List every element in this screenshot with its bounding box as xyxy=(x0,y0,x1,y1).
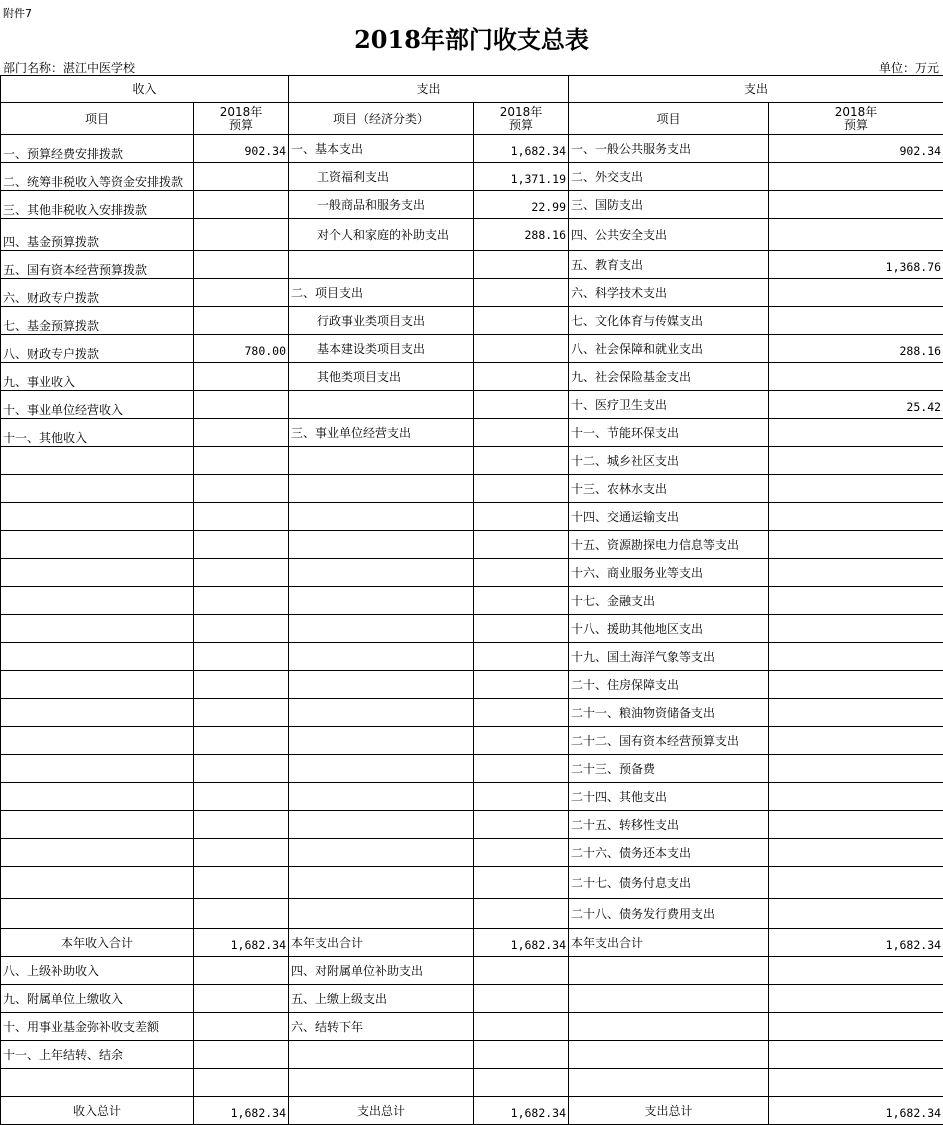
econ-budget xyxy=(474,899,569,929)
table-row xyxy=(1,1013,943,1041)
func-budget xyxy=(769,163,943,191)
func-budget xyxy=(769,419,943,447)
econ-item xyxy=(289,615,474,643)
func-budget: 25.42 xyxy=(769,391,943,419)
income-item: 十一、其他收入 xyxy=(1,419,194,447)
econ-item: 一、基本支出 xyxy=(289,135,474,163)
income-header: 收入 xyxy=(1,76,289,103)
func-budget xyxy=(769,899,943,929)
income-budget xyxy=(194,447,289,475)
income-item: 三、其他非税收入安排拨款 xyxy=(1,191,194,219)
table-row xyxy=(1,839,943,867)
func-budget xyxy=(769,727,943,755)
func-subtotal-value: 1,682.34 xyxy=(769,929,943,957)
func-total-value: 1,682.34 xyxy=(769,1097,943,1125)
econ-item xyxy=(289,587,474,615)
header-row-sub xyxy=(1,103,943,135)
income-budget xyxy=(194,391,289,419)
table-row xyxy=(1,163,943,191)
func-budget xyxy=(769,503,943,531)
total-row xyxy=(1,1097,943,1125)
income-budget xyxy=(194,727,289,755)
func-item: 一、一般公共服务支出 xyxy=(569,135,769,163)
table-row xyxy=(1,191,943,219)
func-budget: 902.34 xyxy=(769,135,943,163)
table-row xyxy=(1,867,943,899)
econ-item xyxy=(289,839,474,867)
econ-item xyxy=(289,251,474,279)
income-item: 七、基金预算拨款 xyxy=(1,307,194,335)
income-budget xyxy=(194,363,289,391)
income-budget xyxy=(194,783,289,811)
func-item: 十二、城乡社区支出 xyxy=(569,447,769,475)
func-extra-budget xyxy=(769,1013,943,1041)
econ-budget xyxy=(474,335,569,363)
func-budget xyxy=(769,615,943,643)
expense-extra-budget xyxy=(474,1041,569,1069)
func-item: 十一、节能环保支出 xyxy=(569,419,769,447)
func-budget xyxy=(769,755,943,783)
econ-budget xyxy=(474,699,569,727)
econ-budget xyxy=(474,503,569,531)
table-row xyxy=(1,1069,943,1097)
income-item xyxy=(1,447,194,475)
func-item: 二十三、预备费 xyxy=(569,755,769,783)
econ-budget: 1,371.19 xyxy=(474,163,569,191)
income-budget xyxy=(194,251,289,279)
table-row xyxy=(1,335,943,363)
econ-budget xyxy=(474,559,569,587)
income-budget xyxy=(194,867,289,899)
econ-item xyxy=(289,899,474,929)
econ-budget xyxy=(474,727,569,755)
income-item xyxy=(1,643,194,671)
econ-budget xyxy=(474,307,569,335)
func-budget xyxy=(769,279,943,307)
income-extra-budget xyxy=(194,1041,289,1069)
income-item: 五、国有资本经营预算拨款 xyxy=(1,251,194,279)
econ-item xyxy=(289,391,474,419)
econ-budget xyxy=(474,839,569,867)
income-budget xyxy=(194,643,289,671)
func-item: 三、国防支出 xyxy=(569,191,769,219)
income-budget xyxy=(194,163,289,191)
unit-label: 单位：万元 xyxy=(878,61,939,75)
func-extra-item xyxy=(569,985,769,1013)
func-item: 四、公共安全支出 xyxy=(569,219,769,251)
func-item: 七、文化体育与传媒支出 xyxy=(569,307,769,335)
func-budget xyxy=(769,839,943,867)
table-row xyxy=(1,307,943,335)
econ-budget xyxy=(474,447,569,475)
income-budget xyxy=(194,307,289,335)
econ-item xyxy=(289,671,474,699)
table-row xyxy=(1,957,943,985)
func-item: 九、社会保险基金支出 xyxy=(569,363,769,391)
table-row xyxy=(1,783,943,811)
table-row xyxy=(1,587,943,615)
income-item: 九、事业收入 xyxy=(1,363,194,391)
table-row xyxy=(1,391,943,419)
func-budget xyxy=(769,559,943,587)
econ-item: 一般商品和服务支出 xyxy=(289,191,474,219)
econ-item: 三、事业单位经营支出 xyxy=(289,419,474,447)
income-item: 六、财政专户拨款 xyxy=(1,279,194,307)
func-budget xyxy=(769,587,943,615)
econ-item: 行政事业类项目支出 xyxy=(289,307,474,335)
income-item xyxy=(1,699,194,727)
income-item xyxy=(1,899,194,929)
econ-item xyxy=(289,503,474,531)
econ-item xyxy=(289,811,474,839)
table-row xyxy=(1,755,943,783)
income-extra-item: 八、上级补助收入 xyxy=(1,957,194,985)
expense-extra-item: 五、上缴上级支出 xyxy=(289,985,474,1013)
table-row xyxy=(1,135,943,163)
func-budget xyxy=(769,191,943,219)
econ-budget: 288.16 xyxy=(474,219,569,251)
table-row xyxy=(1,671,943,699)
table-row xyxy=(1,447,943,475)
func-extra-budget xyxy=(769,1041,943,1069)
func-item: 二十一、粮油物资储备支出 xyxy=(569,699,769,727)
table-row xyxy=(1,1041,943,1069)
income-budget xyxy=(194,191,289,219)
func-extra-item xyxy=(569,1013,769,1041)
income-budget xyxy=(194,899,289,929)
func-budget xyxy=(769,811,943,839)
econ-item xyxy=(289,867,474,899)
income-total-value: 1,682.34 xyxy=(194,1097,289,1125)
econ-budget xyxy=(474,587,569,615)
expense-extra-budget xyxy=(474,1069,569,1097)
income-item xyxy=(1,531,194,559)
econ-item: 二、项目支出 xyxy=(289,279,474,307)
func-extra-item xyxy=(569,1041,769,1069)
table-row xyxy=(1,531,943,559)
table-row xyxy=(1,615,943,643)
func-item-header: 项目 xyxy=(569,103,769,135)
budget-table xyxy=(0,75,943,1125)
income-budget xyxy=(194,419,289,447)
income-item xyxy=(1,811,194,839)
table-row xyxy=(1,475,943,503)
header-row-top xyxy=(1,76,943,103)
func-budget: 1,368.76 xyxy=(769,251,943,279)
income-budget xyxy=(194,559,289,587)
econ-item xyxy=(289,755,474,783)
econ-item xyxy=(289,559,474,587)
income-extra-budget xyxy=(194,985,289,1013)
table-row xyxy=(1,643,943,671)
expense-left-header: 支出 xyxy=(289,76,569,103)
func-item: 十五、资源勘探电力信息等支出 xyxy=(569,531,769,559)
func-item: 二十六、债务还本支出 xyxy=(569,839,769,867)
econ-item: 工资福利支出 xyxy=(289,163,474,191)
func-item: 二十五、转移性支出 xyxy=(569,811,769,839)
func-extra-item xyxy=(569,1069,769,1097)
income-item: 八、财政专户拨款 xyxy=(1,335,194,363)
expense-total-value: 1,682.34 xyxy=(474,1097,569,1125)
func-budget xyxy=(769,531,943,559)
income-item xyxy=(1,755,194,783)
income-budget xyxy=(194,615,289,643)
econ-item xyxy=(289,531,474,559)
expense-extra-item: 四、对附属单位补助支出 xyxy=(289,957,474,985)
func-extra-budget xyxy=(769,957,943,985)
income-item xyxy=(1,783,194,811)
expense-extra-budget xyxy=(474,985,569,1013)
func-budget xyxy=(769,867,943,899)
func-item: 二十、住房保障支出 xyxy=(569,671,769,699)
func-budget: 288.16 xyxy=(769,335,943,363)
func-budget xyxy=(769,671,943,699)
income-item: 十、事业单位经营收入 xyxy=(1,391,194,419)
econ-budget: 1,682.34 xyxy=(474,135,569,163)
table-row xyxy=(1,219,943,251)
annex-label: 附件7 xyxy=(3,7,32,20)
func-extra-budget xyxy=(769,1069,943,1097)
expense-extra-item xyxy=(289,1069,474,1097)
func-item: 十八、援助其他地区支出 xyxy=(569,615,769,643)
income-subtotal-value: 1,682.34 xyxy=(194,929,289,957)
income-item-header: 项目 xyxy=(1,103,194,135)
func-budget xyxy=(769,447,943,475)
expense-extra-item: 六、结转下年 xyxy=(289,1013,474,1041)
func-item: 十九、国土海洋气象等支出 xyxy=(569,643,769,671)
income-item xyxy=(1,559,194,587)
func-extra-budget xyxy=(769,985,943,1013)
income-budget xyxy=(194,503,289,531)
func-budget xyxy=(769,219,943,251)
income-extra-item xyxy=(1,1069,194,1097)
income-budget xyxy=(194,699,289,727)
subtotal-row xyxy=(1,929,943,957)
expense-extra-budget xyxy=(474,957,569,985)
econ-budget xyxy=(474,671,569,699)
expense-total-label: 支出总计 xyxy=(289,1097,474,1125)
econ-item: 对个人和家庭的补助支出 xyxy=(289,219,474,251)
table-row xyxy=(1,419,943,447)
econ-item xyxy=(289,727,474,755)
econ-budget xyxy=(474,783,569,811)
income-item: 四、基金预算拨款 xyxy=(1,219,194,251)
econ-budget xyxy=(474,363,569,391)
func-budget xyxy=(769,783,943,811)
func-item: 二十八、债务发行费用支出 xyxy=(569,899,769,929)
func-item: 八、社会保障和就业支出 xyxy=(569,335,769,363)
income-extra-budget xyxy=(194,1069,289,1097)
func-budget xyxy=(769,699,943,727)
func-item: 十六、商业服务业等支出 xyxy=(569,559,769,587)
income-item xyxy=(1,587,194,615)
econ-item: 其他类项目支出 xyxy=(289,363,474,391)
income-item xyxy=(1,727,194,755)
func-item: 二十二、国有资本经营预算支出 xyxy=(569,727,769,755)
income-budget xyxy=(194,755,289,783)
income-budget xyxy=(194,475,289,503)
expense-extra-budget xyxy=(474,1013,569,1041)
table-row xyxy=(1,811,943,839)
econ-budget xyxy=(474,279,569,307)
econ-item xyxy=(289,783,474,811)
econ-budget xyxy=(474,755,569,783)
income-budget xyxy=(194,671,289,699)
func-item: 二十七、债务付息支出 xyxy=(569,867,769,899)
econ-item xyxy=(289,475,474,503)
income-budget xyxy=(194,219,289,251)
income-item xyxy=(1,867,194,899)
func-total-label: 支出总计 xyxy=(569,1097,769,1125)
func-item: 六、科学技术支出 xyxy=(569,279,769,307)
func-item: 二十四、其他支出 xyxy=(569,783,769,811)
econ-budget xyxy=(474,419,569,447)
income-extra-budget xyxy=(194,957,289,985)
expense-right-header: 支出 xyxy=(569,76,943,103)
income-extra-item: 九、附属单位上缴收入 xyxy=(1,985,194,1013)
page-title: 2018年部门收支总表 xyxy=(354,25,589,54)
func-extra-item xyxy=(569,957,769,985)
income-total-label: 收入总计 xyxy=(1,1097,194,1125)
income-item xyxy=(1,503,194,531)
econ-item: 基本建设类项目支出 xyxy=(289,335,474,363)
table-row xyxy=(1,727,943,755)
income-budget: 902.34 xyxy=(194,135,289,163)
expense-subtotal-value: 1,682.34 xyxy=(474,929,569,957)
table-row xyxy=(1,363,943,391)
income-budget xyxy=(194,811,289,839)
func-budget xyxy=(769,363,943,391)
econ-budget xyxy=(474,811,569,839)
income-budget: 780.00 xyxy=(194,335,289,363)
expense-extra-item xyxy=(289,1041,474,1069)
table-row xyxy=(1,699,943,727)
income-item xyxy=(1,671,194,699)
table-row xyxy=(1,251,943,279)
econ-budget xyxy=(474,475,569,503)
func-budget xyxy=(769,643,943,671)
income-budget-header: 2018年 预算 xyxy=(194,103,289,135)
econ-budget xyxy=(474,643,569,671)
econ-budget xyxy=(474,867,569,899)
econ-item xyxy=(289,643,474,671)
func-item: 十、医疗卫生支出 xyxy=(569,391,769,419)
income-item xyxy=(1,615,194,643)
func-item: 二、外交支出 xyxy=(569,163,769,191)
func-item: 五、教育支出 xyxy=(569,251,769,279)
table-row xyxy=(1,899,943,929)
econ-item xyxy=(289,699,474,727)
func-item: 十七、金融支出 xyxy=(569,587,769,615)
func-item: 十三、农林水支出 xyxy=(569,475,769,503)
econ-budget-header: 2018年 预算 xyxy=(474,103,569,135)
income-budget xyxy=(194,587,289,615)
func-budget xyxy=(769,475,943,503)
econ-item xyxy=(289,447,474,475)
econ-budget: 22.99 xyxy=(474,191,569,219)
func-budget-header: 2018年 预算 xyxy=(769,103,943,135)
func-subtotal-label: 本年支出合计 xyxy=(569,929,769,957)
income-extra-item: 十、用事业基金弥补收支差额 xyxy=(1,1013,194,1041)
table-row xyxy=(1,985,943,1013)
econ-budget xyxy=(474,391,569,419)
income-extra-budget xyxy=(194,1013,289,1041)
income-subtotal-label: 本年收入合计 xyxy=(1,929,194,957)
income-item: 一、预算经费安排拨款 xyxy=(1,135,194,163)
econ-budget xyxy=(474,251,569,279)
econ-budget xyxy=(474,531,569,559)
income-extra-item: 十一、上年结转、结余 xyxy=(1,1041,194,1069)
func-budget xyxy=(769,307,943,335)
table-row xyxy=(1,503,943,531)
func-item: 十四、交通运输支出 xyxy=(569,503,769,531)
income-budget xyxy=(194,839,289,867)
table-row xyxy=(1,279,943,307)
department-name: 部门名称：湛江中医学校 xyxy=(3,61,136,75)
econ-item-header: 项目（经济分类） xyxy=(289,103,474,135)
income-item xyxy=(1,839,194,867)
econ-budget xyxy=(474,615,569,643)
income-item: 二、统筹非税收入等资金安排拨款 xyxy=(1,163,194,191)
expense-subtotal-label: 本年支出合计 xyxy=(289,929,474,957)
income-item xyxy=(1,475,194,503)
table-row xyxy=(1,559,943,587)
income-budget xyxy=(194,531,289,559)
income-budget xyxy=(194,279,289,307)
